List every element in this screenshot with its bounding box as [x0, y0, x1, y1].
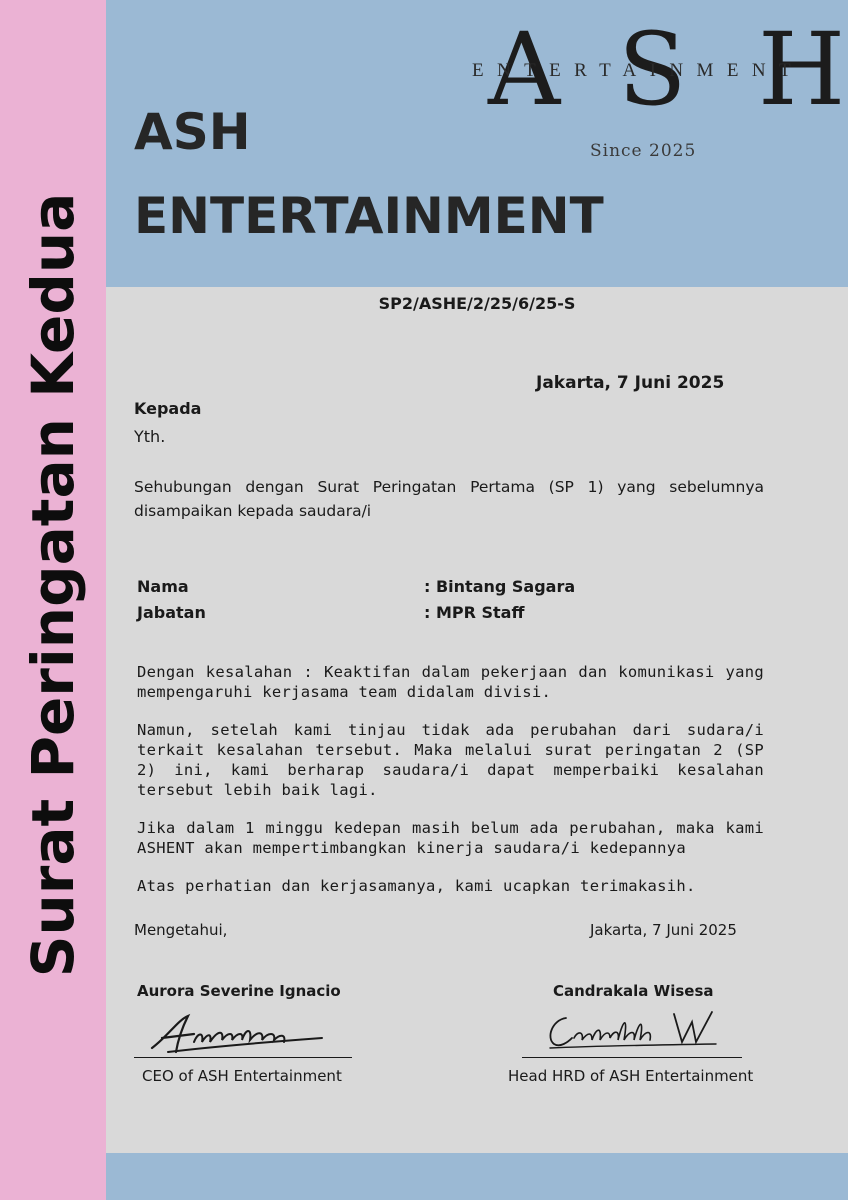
logo-since: Since 2025 — [590, 141, 697, 161]
document-type-title: Surat Peringatan Kedua — [19, 192, 87, 978]
footer-band — [106, 1153, 848, 1200]
letter-date: Jakarta, 7 Juni 2025 — [536, 373, 725, 393]
signer-name-ceo: Aurora Severine Ignacio — [137, 982, 341, 1000]
company-title-line2: ENTERTAINMENT — [134, 187, 604, 245]
signer-name-hrd: Candrakala Wisesa — [553, 982, 714, 1000]
body-paragraph-review: Namun, setelah kami tinjau tidak ada perubahan dari sudara/i terkait kesalahan tersebut. Maka melalui surat peringatan 2 (SP 2) ini, kami berharap saudara/i dapat memperbaiki kesalahan tersebut lebih baik lagi. — [137, 721, 764, 799]
acknowledgement-label: Mengetahui, — [134, 921, 228, 939]
logo-letter-a: A — [488, 11, 561, 128]
body-paragraph-warning: Jika dalam 1 minggu kedepan masih belum ada perubahan, maka kami ASHENT akan mempertimbangkan kinerja saudara/i kedepannya — [137, 819, 764, 857]
field-value: : MPR Staff — [424, 603, 525, 622]
company-title-line1: ASH — [134, 103, 251, 161]
signer-role-hrd: Head HRD of ASH Entertainment — [508, 1067, 754, 1085]
signature-line-hrd — [522, 1057, 742, 1058]
body-paragraph-closing: Atas perhatian dan kerjasamanya, kami ucapkan terimakasih. — [137, 877, 696, 895]
field-label: Jabatan — [137, 603, 206, 622]
body-paragraph-offense: Dengan kesalahan : Keaktifan dalam pekerjaan dan komunikasi yang mempengaruhi kerjasama team didalam divisi. — [137, 663, 764, 701]
reference-number: SP2/ASHE/2/25/6/25-S — [378, 294, 576, 313]
field-row-nama — [137, 577, 737, 601]
signer-role-ceo: CEO of ASH Entertainment — [142, 1067, 342, 1085]
signature-line-ceo — [134, 1057, 352, 1058]
recipient-salutation: Yth. — [134, 427, 166, 446]
side-band — [0, 0, 106, 1200]
logo-letter-s: S — [618, 11, 687, 128]
signature-hrd — [544, 1008, 724, 1059]
acknowledgement-date: Jakarta, 7 Juni 2025 — [590, 921, 737, 939]
field-row-jabatan — [137, 603, 737, 627]
intro-paragraph: Sehubungan dengan Surat Peringatan Pertama (SP 1) yang sebelumnya disampaikan kepada saudara/i — [134, 478, 764, 520]
field-label: Nama — [137, 577, 189, 596]
recipient-label: Kepada — [134, 399, 202, 418]
signature-ceo — [148, 1008, 328, 1063]
logo-letter-h: H — [758, 11, 846, 128]
field-value: : Bintang Sagara — [424, 577, 576, 596]
logo-subtitle: ENTERTAINMENT — [472, 60, 804, 81]
ash-entertainment-logo — [468, 11, 846, 169]
